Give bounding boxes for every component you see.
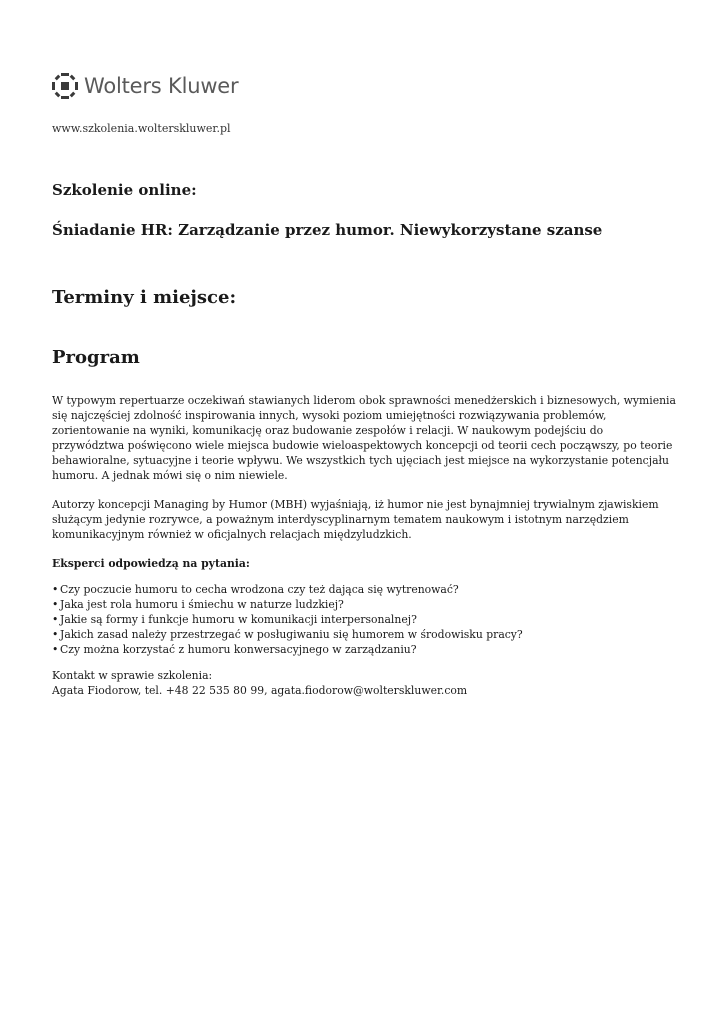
website-url[interactable]: www.szkolenia.wolterskluwer.pl <box>52 122 231 135</box>
program-paragraph-2: Autorzy koncepcji Managing by Humor (MBH) wyjaśniają, iż humor nie jest bynajmniej trywialnym zjawiskiem służącym jedynie rozrywce, a poważnym interdyscyplinarnym tematem naukowym i istotnym narzędziem komunikacyjnym również w oficjalnych relacjach międzyludzkich. <box>52 498 659 541</box>
question-text: Czy poczucie humoru to cecha wrodzona czy też dająca się wytrenować? <box>60 583 459 596</box>
bullet-icon: • <box>52 613 59 626</box>
bullet-icon: • <box>52 583 59 596</box>
list-item <box>52 612 677 627</box>
program-paragraph-1: W typowym repertuarze oczekiwań stawianych liderom obok sprawności menedżerskich i biznesowych, wymienia się najczęściej zdolność inspirowania innych, wysoki poziom umiejętności rozwiązywania problemów, zorientowanie na wyniki, komunikację oraz budowanie zespołów i relacji. W naukowym podejściu do przywództwa poświęcono wiele miejsca budowie wieloaspektowych koncepcji od teorii cech począwszy, po teorie behawioralne, sytuacyjne i teorie wpływu. We wszystkich tych ujęciach jest miejsce na wykorzystanie potencjału humoru. A jednak mówi się o nim niewiele. <box>52 394 676 482</box>
question-text: Jakich zasad należy przestrzegać w posługiwaniu się humorem w środowisku pracy? <box>60 628 523 641</box>
questions-list <box>52 582 677 657</box>
experts-heading: Eksperci odpowiedzą na pytania: <box>52 557 250 570</box>
list-item <box>52 582 677 597</box>
question-text: Jaka jest rola humoru i śmiechu w naturze ludzkiej? <box>60 598 344 611</box>
question-text: Jakie są formy i funkcje humoru w komunikacji interpersonalnej? <box>60 613 417 626</box>
training-title: Śniadanie HR: Zarządzanie przez humor. Niewykorzystane szanse <box>52 221 603 239</box>
brand-logo <box>52 70 238 102</box>
contact-block <box>52 668 677 698</box>
terms-heading: Terminy i miejsce: <box>52 287 237 308</box>
bullet-icon: • <box>52 628 59 641</box>
list-item <box>52 627 677 642</box>
list-item <box>52 642 677 657</box>
training-type-heading: Szkolenie online: <box>52 181 197 199</box>
wolters-kluwer-logo-icon <box>52 73 78 99</box>
bullet-icon: • <box>52 643 59 656</box>
contact-label: Kontakt w sprawie szkolenia: <box>52 669 213 682</box>
program-heading: Program <box>52 347 140 368</box>
bullet-icon: • <box>52 598 59 611</box>
list-item <box>52 597 677 612</box>
brand-name: Wolters Kluwer <box>84 74 239 98</box>
contact-details: Agata Fiodorow, tel. +48 22 535 80 99, agata.fiodorow@wolterskluwer.com <box>52 684 468 697</box>
question-text: Czy można korzystać z humoru konwersacyjnego w zarządzaniu? <box>60 643 417 656</box>
program-content <box>52 393 677 712</box>
